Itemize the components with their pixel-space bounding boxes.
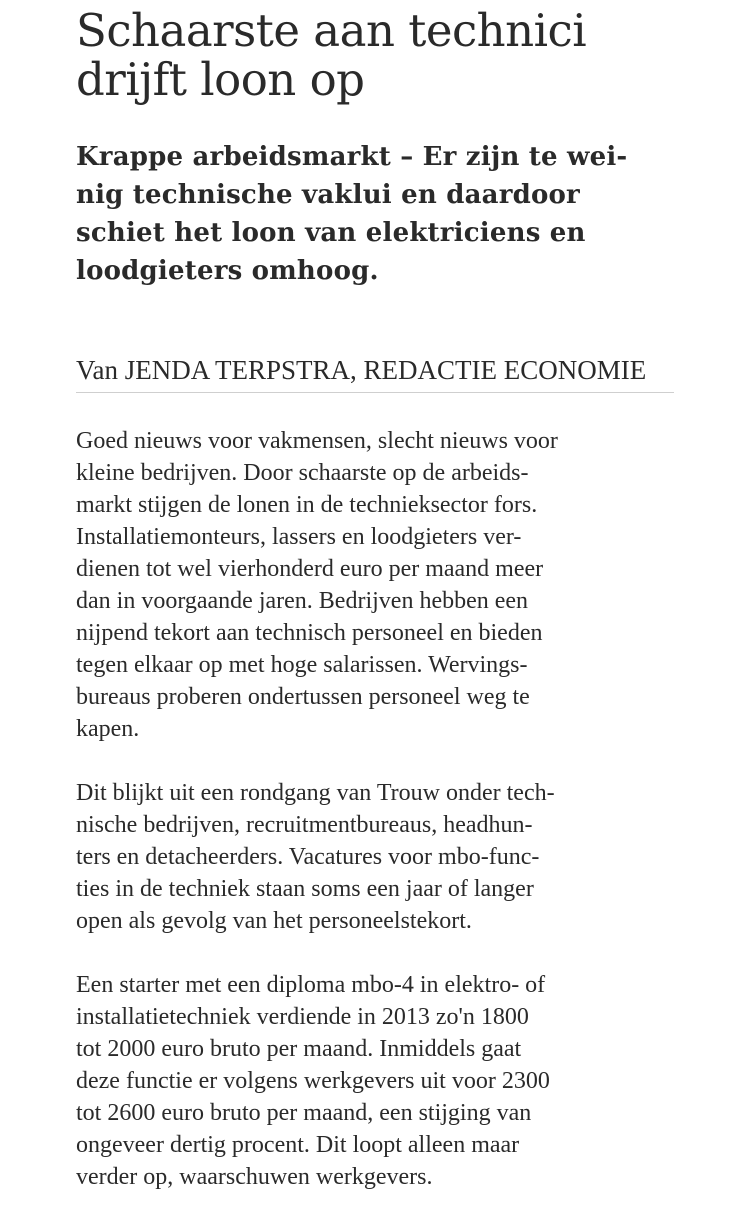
body-line: installatietechniek verdiende in 2013 zo'n 1800: [76, 1004, 529, 1030]
article-body: [76, 425, 674, 1193]
article: [76, 0, 674, 1225]
body-line: dienen tot wel vierhonderd euro per maand meer: [76, 556, 544, 582]
body-line: dan in voorgaande jaren. Bedrijven hebben een: [76, 588, 529, 614]
body-line: tot 2000 euro bruto per maand. Inmiddels gaat: [76, 1036, 522, 1062]
body-line: kapen.: [76, 716, 140, 742]
byline: Van JENDA TERPSTRA, REDACTIE ECONOMIE: [76, 354, 674, 393]
body-line: tot 2600 euro bruto per maand, een stijging van: [76, 1100, 532, 1126]
body-line: verder op, waarschuwen werkgevers.: [76, 1164, 433, 1190]
body-line: kleine bedrijven. Door schaarste op de arbeids-: [76, 460, 529, 486]
headline-line: Schaarste aan technici: [76, 4, 587, 57]
body-line: bureaus proberen ondertussen personeel weg te: [76, 684, 530, 710]
body-line: open als gevolg van het personeelstekort.: [76, 908, 472, 934]
lead-line: nig technische vaklui en daardoor: [76, 180, 580, 210]
body-line: Installatiemonteurs, lassers en loodgieters ver-: [76, 524, 522, 550]
body-line: nijpend tekort aan technisch personeel en bieden: [76, 620, 543, 646]
body-paragraph: [76, 777, 674, 937]
body-line: deze functie er volgens werkgevers uit voor 2300: [76, 1068, 550, 1094]
lead-line: Krappe arbeidsmarkt – Er zijn te wei-: [76, 142, 628, 172]
body-line: ongeveer dertig procent. Dit loopt alleen maar: [76, 1132, 520, 1158]
body-line: Een starter met een diploma mbo-4 in elektro- of: [76, 972, 546, 998]
body-line: markt stijgen de lonen in de technieksector fors.: [76, 492, 538, 518]
headline-line: drijft loon op: [76, 53, 365, 106]
body-line: ters en detacheerders. Vacatures voor mbo-func-: [76, 844, 540, 870]
headline: [76, 0, 674, 104]
body-line: ties in de techniek staan soms een jaar of langer: [76, 876, 534, 902]
body-paragraph: [76, 969, 674, 1193]
body-line: Dit blijkt uit een rondgang van Trouw onder tech-: [76, 780, 555, 806]
body-paragraph: [76, 425, 674, 745]
lead-line: schiet het loon van elektriciens en: [76, 218, 586, 248]
body-line: nische bedrijven, recruitmentbureaus, headhun-: [76, 812, 533, 838]
lead-line: loodgieters omhoog.: [76, 256, 379, 286]
lead-paragraph: [76, 138, 674, 290]
body-line: Goed nieuws voor vakmensen, slecht nieuws voor: [76, 428, 558, 454]
body-line: tegen elkaar op met hoge salarissen. Wervings-: [76, 652, 528, 678]
